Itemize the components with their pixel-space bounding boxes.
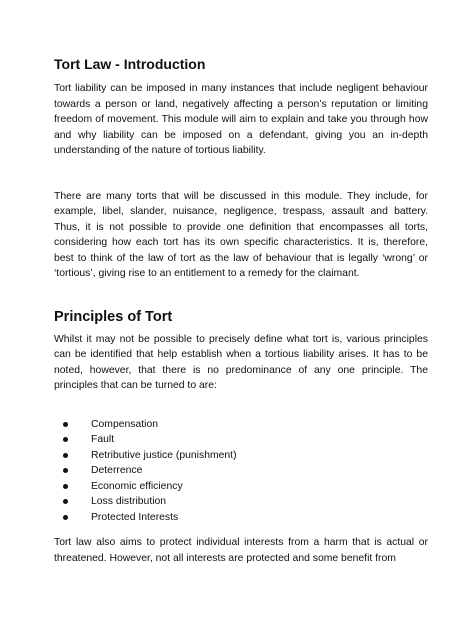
list-item: Compensation [63,417,428,433]
principles-list [54,417,428,526]
bullet-icon [63,453,68,458]
bullet-icon [63,499,68,504]
protected-interests-paragraph: Tort law also aims to protect individual interests from a harm that is actual or threatened. However, not all interests are protected and some benefit from [54,537,428,564]
list-item: Fault [63,432,428,448]
list-item: Loss distribution [63,494,428,510]
intro-paragraph: Tort liability can be imposed in many instances that include negligent behaviour towards a person or land, negatively affecting a person’s reputation or limiting freedom of movement. This module will aim to explain and take you through how and why liability can be imposed on a defendant, giving you an in-depth understanding of the nature of tortious liability. [54,83,428,156]
section-heading-principles: Principles of Tort [54,308,173,325]
bullet-icon [63,468,68,473]
document-title: Tort Law - Introduction [54,56,206,72]
list-item: Deterrence [63,463,428,479]
principles-intro-paragraph: Whilst it may not be possible to precisely define what tort is, various principles can be identified that help establish when a tortious liability arises. It has to be noted, however, that there is no predominance of any one principle. The principles that can be turned to are: [54,333,428,391]
bullet-icon [63,437,68,442]
torts-overview-paragraph: There are many torts that will be discussed in this module. They include, for example, libel, slander, nuisance, negligence, trespass, assault and battery. Thus, it is not possible to provide one definition that encompasses all torts, considering how each tort has its own specific characteristics. It is, therefore, best to think of the law of tort as the law of behaviour that is legally ‘wrong’ or ‘tortious’, giving rise to an entitlement to a remedy for the claimant. [54,190,428,279]
list-item: Protected Interests [63,510,428,526]
bullet-icon [63,422,68,427]
bullet-icon [63,515,68,520]
bullet-icon [63,484,68,489]
list-item: Economic efficiency [63,479,428,495]
list-item: Retributive justice (punishment) [63,448,428,464]
